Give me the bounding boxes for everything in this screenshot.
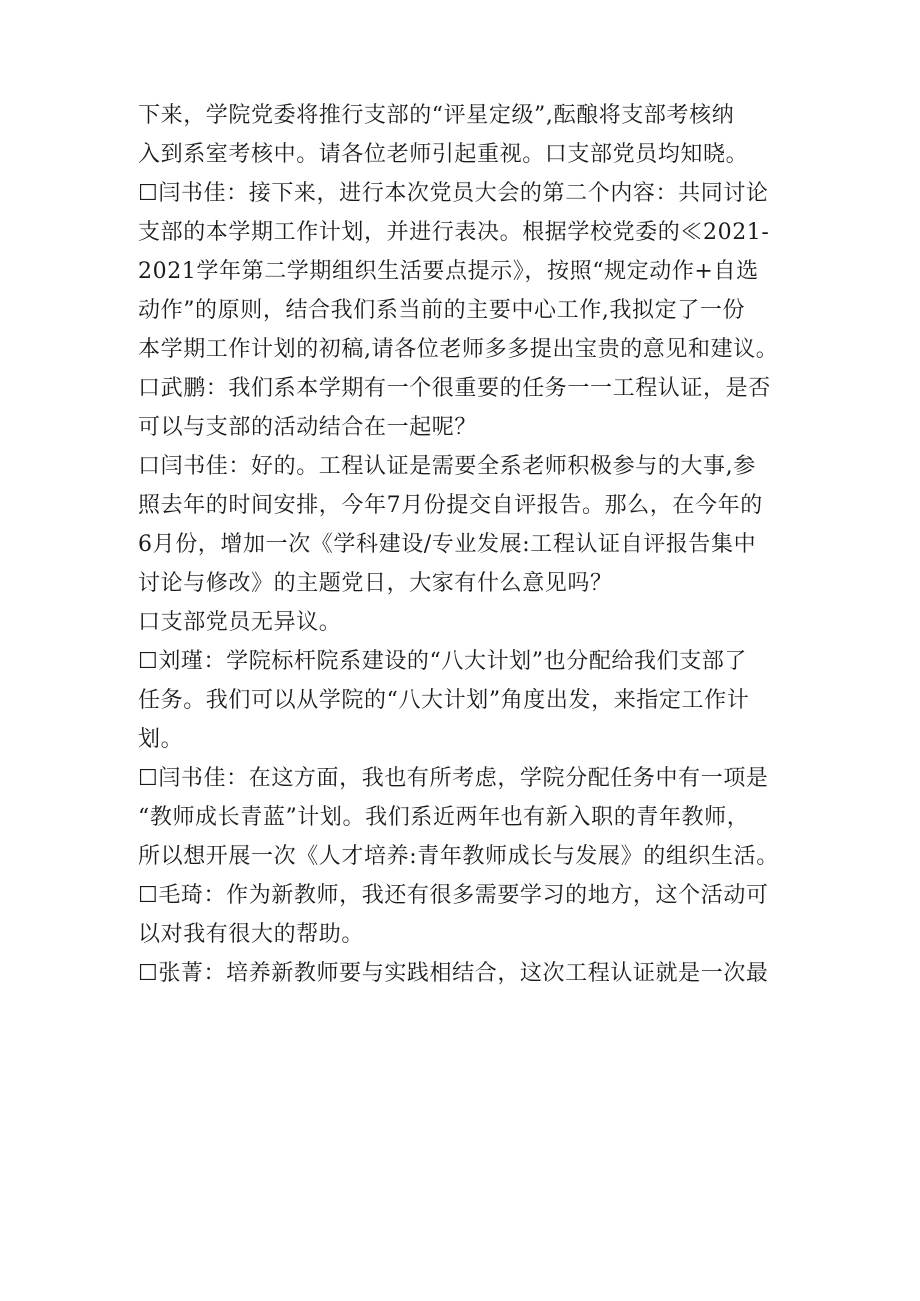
text-line: 口闫书佳：好的。工程认证是需要全系老师积极参与的大事,参 [138,454,756,479]
text-line: 支部的本学期工作计划，并进行表决。根据学校党委的≪2021- [138,220,770,245]
document-body [138,96,788,993]
text-line: ☐闫书佳：在这方面，我也有所考虑，学院分配任务中有一项是 [138,766,769,791]
text-line: 6月份，增加一次《学科建设/专业发展:工程认证自评报告集中 [138,532,757,557]
text-line: 入到系室考核中。请各位老师引起重视。口支部党员均知晓。 [138,142,749,167]
text-line: 照去年的时间安排，今年7月份提交自评报告。那么，在今年的 [138,493,763,518]
text-line: 所以想开展一次《人才培养:青年教师成长与发展》的组织生活。 [138,844,779,869]
text-line: 划。 [138,727,184,752]
text-line: 口武鹏：我们系本学期有一个很重要的任务一一工程认证，是否 [138,376,771,401]
text-line: 下来，学院党委将推行支部的“评星定级”,酝酿将支部考核纳 [138,103,735,128]
text-line: 本学期工作计划的初稿,请各位老师多多提出宝贵的意见和建议。 [138,337,779,362]
text-line: ☐毛琦：作为新教师，我还有很多需要学习的地方，这个活动可 [138,883,769,908]
text-line: 口支部党员无异议。 [138,610,342,635]
text-line: 动作”的原则，结合我们系当前的主要中心工作,我拟定了一份 [138,298,746,323]
text-line: 可以与支部的活动结合在一起呢？ [138,415,478,440]
text-line: 以对我有很大的帮助。 [138,922,365,947]
text-line: 讨论与修改》的主题党日，大家有什么意见吗？ [138,571,613,596]
text-line: 2021学年第二学期组织生活要点提示》，按照“规定动作+自选 [138,259,759,284]
text-line: ☐张菁：培养新教师要与实践相结合，这次工程认证就是一次最 [138,961,769,986]
text-line: ☐刘瑾：学院标杆院系建设的“八大计划”也分配给我们支部了 [138,649,748,674]
text-line: ☐闫书佳：接下来，进行本次党员大会的第二个内容：共同讨论 [138,181,769,206]
text-line: “教师成长青蓝”计划。我们系近两年也有新入职的青年教师， [138,805,750,830]
text-line: 任务。我们可以从学院的“八大计划”角度出发，来指定工作计 [138,688,750,713]
